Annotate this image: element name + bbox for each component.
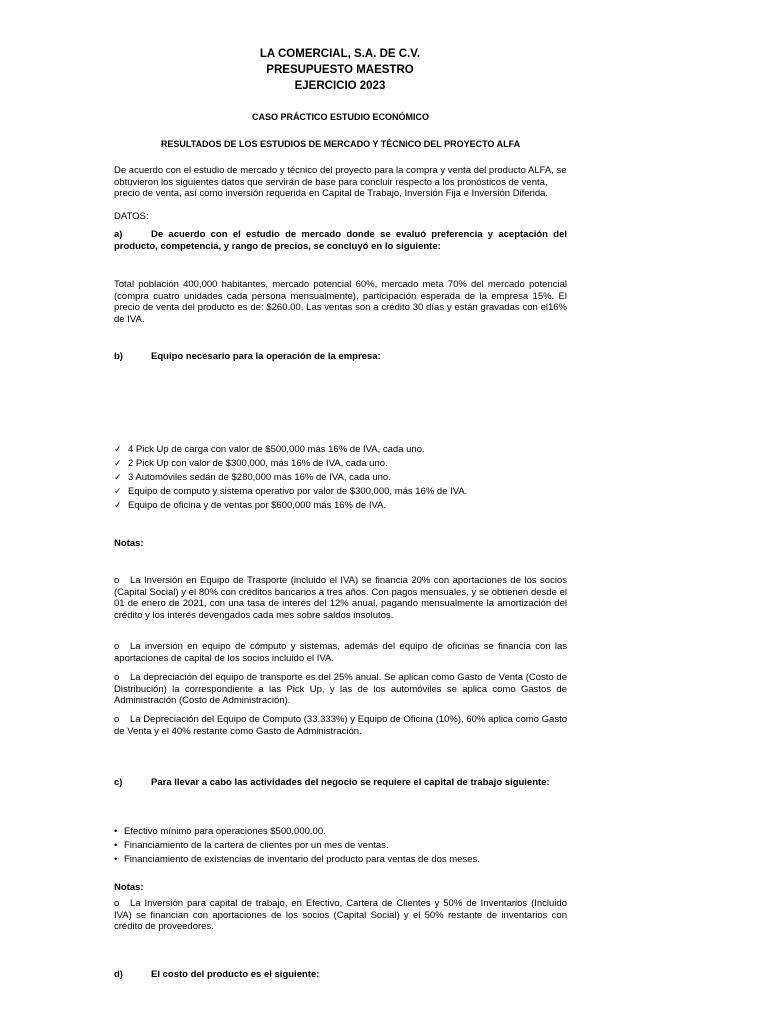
section-d-heading-text: El costo del producto es el siguiente: bbox=[151, 969, 320, 980]
section-b-notes-label: Notas: bbox=[114, 538, 144, 549]
section-a-heading bbox=[114, 229, 567, 252]
list-item: ✓ 3 Automóviles sedán de $280,000 más 16% de IVA, cada uno. bbox=[114, 472, 391, 483]
circle-bullet-icon: o bbox=[114, 641, 120, 652]
results-title: RESULTADOS DE LOS ESTUDIOS DE MERCADO Y TÉCNICO DEL PROYECTO ALFA bbox=[160, 139, 521, 149]
section-a-heading-text: De acuerdo con el estudio de mercado donde se evaluó preferencia y aceptación del producto, competencia, y rango de precios, se concluyó en lo siguiente: bbox=[114, 229, 567, 252]
section-c-note-1: o La Inversión para capital de trabajo, en Efectivo, Cartera de Clientes y 50% de Inventarios (Incluido IVA) se financian con aportaciones de los socios (Capital Social) y el 50% restante de inventarios con crédito de proveedores. bbox=[114, 898, 567, 933]
section-b-note-2: o La inversión en equipo de cómputo y sistemas, además del equipo de oficinas se financia con las aportaciones de capital de los socios incluido el IVA. bbox=[114, 641, 567, 664]
equipment-list bbox=[114, 444, 567, 514]
section-b-letter: b) bbox=[114, 351, 123, 362]
section-a-letter: a) bbox=[114, 229, 123, 240]
section-b-heading-text: Equipo necesario para la operación de la empresa: bbox=[151, 351, 381, 362]
checkmark-icon: ✓ bbox=[114, 472, 122, 482]
case-title: CASO PRÁCTICO ESTUDIO ECONÓMICO bbox=[251, 112, 429, 122]
circle-bullet-icon: o bbox=[114, 898, 120, 909]
section-b-note-3: o La depreciación del equipo de transporte es del 25% anual. Se aplican como Gasto de Venta (Costo de Distribución) la correspondiente a las Pick Up, y las de los automóviles se aplica como Gastos de Administración (Costo de Administración). bbox=[114, 672, 567, 707]
circle-bullet-icon: o bbox=[114, 672, 120, 683]
section-c-heading bbox=[114, 777, 567, 789]
section-d-heading bbox=[114, 969, 567, 981]
bullet-icon: • bbox=[114, 826, 118, 837]
list-item: ✓ Equipo de computo y sistema operativo por valor de $300,000, más 16% de IVA. bbox=[114, 486, 468, 497]
document-title: PRESUPUESTO MAESTRO bbox=[266, 64, 414, 76]
intro-paragraph: De acuerdo con el estudio de mercado y técnico del proyecto para la compra y venta del producto ALFA, se obtuvieron los siguientes datos que servirán de base para concluir respecto a los pronósticos de venta, precio de venta, así como inversión requerida en Capital de Trabajo, Inversión Fija e Inversión Diferida. bbox=[114, 165, 567, 200]
circle-bullet-icon: o bbox=[114, 714, 120, 725]
section-c-letter: c) bbox=[114, 777, 123, 788]
list-item: ✓ Equipo de oficina y de ventas por $600,000 más 16% de IVA. bbox=[114, 500, 387, 511]
list-item: ✓ 2 Pick Up con valor de $300,000, más 16% de IVA, cada uno. bbox=[114, 458, 388, 469]
list-item: ✓ 4 Pick Up de carga con valor de $500,000 más 16% de IVA, cada uno. bbox=[114, 444, 425, 455]
section-c-notes-label: Notas: bbox=[114, 882, 144, 893]
list-item: • Financiamiento de la cartera de clientes por un mes de ventas. bbox=[114, 840, 389, 851]
checkmark-icon: ✓ bbox=[114, 458, 122, 468]
section-b-heading bbox=[114, 351, 567, 363]
working-capital-list bbox=[114, 826, 567, 868]
datos-label: DATOS: bbox=[114, 211, 149, 222]
list-item: • Financiamiento de existencias de inventario del producto para ventas de dos meses. bbox=[114, 854, 480, 865]
list-item: • Efectivo mínimo para operaciones $500,000.00. bbox=[114, 826, 326, 837]
section-b-note-4: o La Depreciación del Equipo de Computo (33.333%) y Equipo de Oficina (10%), 60% aplica como Gasto de Venta y el 40% restante como Gasto de Administración. bbox=[114, 714, 567, 737]
company-name: LA COMERCIAL, S.A. DE C.V. bbox=[259, 48, 421, 60]
section-a-body: Total población 400,000 habitantes, mercado potencial 60%, mercado meta 70% del mercado potencial (compra cuatro unidades cada persona mensualmente), participación esperada de la empresa 15%. El precio de venta del producto es de: $260.00. Las ventas son a crédito 30 días y están gravadas con el16% de IVA. bbox=[114, 279, 567, 325]
section-d-letter: d) bbox=[114, 969, 123, 980]
checkmark-icon: ✓ bbox=[114, 444, 122, 454]
bullet-icon: • bbox=[114, 854, 118, 865]
checkmark-icon: ✓ bbox=[114, 500, 122, 510]
fiscal-year: EJERCICIO 2023 bbox=[294, 80, 386, 92]
document-header bbox=[200, 46, 480, 94]
section-b-note-1: o La Inversión en Equipo de Trasporte (incluido el IVA) se financia 20% con aportaciones de los socios (Capital Social) y el 80% con créditos bancarios a tres años. Con pagos mensuales, y se obtienen desde el 01 de enero de 2021, con una tasa de interés del 12% anual, pagando mensualmente la amortización del crédito y los interés devengados cada mes sobre saldos insolutos. bbox=[114, 575, 567, 621]
circle-bullet-icon: o bbox=[114, 575, 120, 586]
checkmark-icon: ✓ bbox=[114, 486, 122, 496]
section-c-heading-text: Para llevar a cabo las actividades del negocio se requiere el capital de trabajo siguiente: bbox=[151, 777, 550, 788]
bullet-icon: • bbox=[114, 840, 118, 851]
